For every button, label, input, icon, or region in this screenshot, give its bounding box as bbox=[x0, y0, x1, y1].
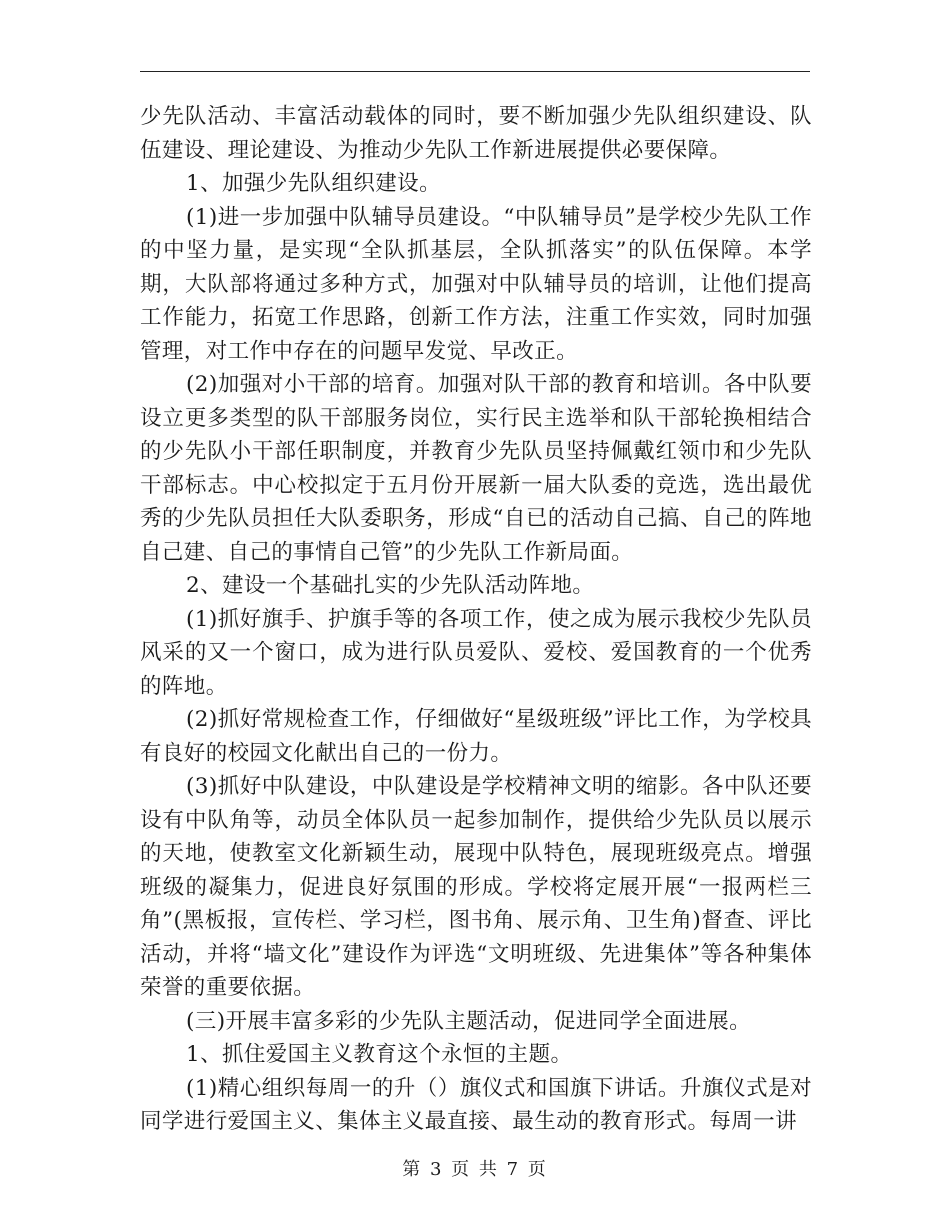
document-body bbox=[140, 100, 812, 1139]
paragraph: 少先队活动、丰富活动载体的同时，要不断加强少先队组织建设、队伍建设、理论建设、为推动少先队工作新进展提供必要保障。 bbox=[140, 104, 812, 163]
paragraph: 2、建设一个基础扎实的少先队活动阵地。 bbox=[186, 573, 595, 598]
paragraph: (1)进一步加强中队辅导员建设。“中队辅导员”是学校少先队工作的中坚力量，是实现“全队抓基层，全队抓落实”的队伍保障。本学期，大队部将通过多种方式，加强对中队辅导员的培训，让他们提高工作能力，拓宽工作思路，创新工作方法，注重工作实效，同时加强管理，对工作中存在的问题早发觉、早改正。 bbox=[140, 204, 812, 364]
paragraph: 1、抓住爱国主义教育这个永恒的主题。 bbox=[186, 1042, 573, 1067]
paragraph: (2)抓好常规检查工作，仔细做好“星级班级”评比工作，为学校具有良好的校园文化献出自己的一份力。 bbox=[140, 707, 812, 766]
paragraph: (2)加强对小干部的培育。加强对队干部的教育和培训。各中队要设立更多类型的队干部服务岗位，实行民主选举和队干部轮换相结合的少先队小干部任职制度，并教育少先队员坚持佩戴红领巾和少先队干部标志。中心校拟定于五月份开展新一届大队委的竞选，选出最优秀的少先队员担任大队委职务，形成“自已的活动自己搞、自己的阵地自己建、自己的事情自己管”的少先队工作新局面。 bbox=[140, 372, 812, 565]
paragraph: 1、加强少先队组织建设。 bbox=[186, 171, 441, 196]
paragraph: (1)精心组织每周一的升（）旗仪式和国旗下讲话。升旗仪式是对同学进行爱国主义、集体主义最直接、最生动的教育形式。每周一讲 bbox=[140, 1075, 812, 1134]
paragraph: (3)抓好中队建设，中队建设是学校精神文明的缩影。各中队还要设有中队角等，动员全体队员一起参加制作，提供给少先队员以展示的天地，使教室文化新颖生动，展现中队特色，展现班级亮点。增强班级的凝集力，促进良好氛围的形成。学校将定展开展“一报两栏三角”(黑板报，宣传栏、学习栏，图书角、展示角、卫生角)督查、评比活动，并将“墙文化”建设作为评选“文明班级、先进集体”等各种集体荣誉的重要依据。 bbox=[140, 774, 812, 1000]
paragraph: (1)抓好旗手、护旗手等的各项工作，使之成为展示我校少先队员风采的又一个窗口，成为进行队员爱队、爱校、爱国教育的一个优秀的阵地。 bbox=[140, 606, 812, 699]
header-rule bbox=[140, 71, 810, 72]
page-footer: 第 3 页 共 7 页 bbox=[402, 1159, 548, 1180]
paragraph: (三)开展丰富多彩的少先队主题活动，促进同学全面进展。 bbox=[186, 1008, 752, 1034]
